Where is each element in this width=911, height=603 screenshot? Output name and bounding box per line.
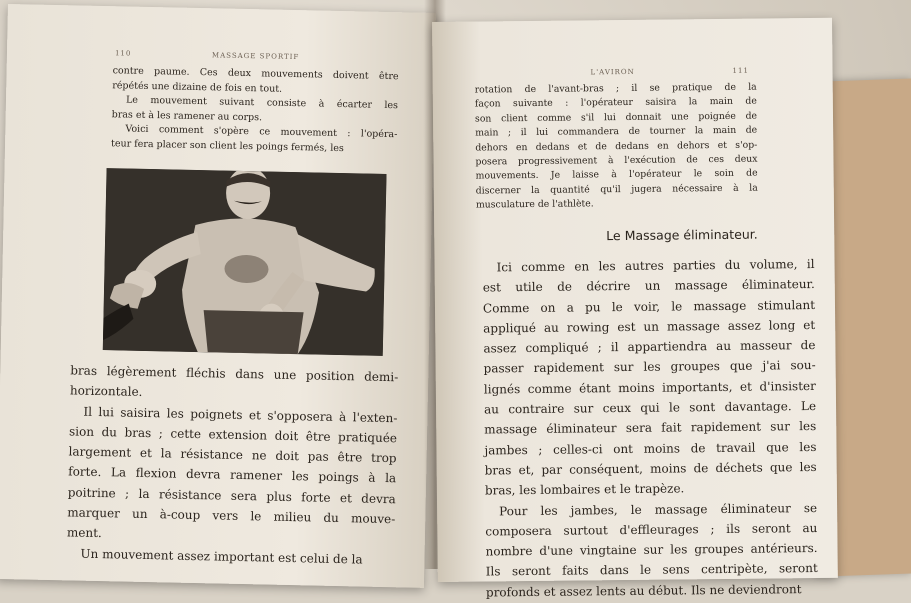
text-line: assez compliqué ; il appartiendra au masseur de [483,338,816,356]
text-line: bras et, par conséquent, moins de déchets que les [484,459,817,478]
text-line: Un mouvement assez important est celui de la [80,546,363,567]
text-line: bras et à les ramener au corps. [111,108,263,123]
athlete-illustration [103,168,387,356]
text-line: massage éliminateur sera fait rapidement sur les [484,419,817,437]
text-line: au contraire sur ceux qui le sont davantage. Le [483,399,817,417]
text-line: son client comme s'il lui donnait une poignée de [474,110,758,125]
text-line: Ils seront faits dans le sens centripète, seront [485,561,818,579]
text-line: Ici comme en les autres parties du volume, il [496,257,815,275]
right-running-head: L'AVIRON [590,67,635,77]
text-line: composera surtout d'effleurages ; ils seront au [485,520,818,539]
right-page [432,18,838,600]
text-line: appliqué au rowing est un massage assez long et [483,317,816,336]
text-line: Il lui saisira les poignets et s'opposera à l'exten- [83,404,398,425]
text-line: poitrine ; la résistance sera plus forte et devra [67,485,396,507]
section-heading: Le Massage éliminateur. [606,226,758,244]
right-top-text [475,81,758,214]
text-line: discerner la quantité qu'il jugera nécessaire à la [475,182,758,197]
text-line: Comme on a pu le voir, le massage stimulant [482,297,816,316]
text-line: ment. [66,525,102,541]
text-line: contre paume. Ces deux mouvements doivent être [112,65,399,83]
text-line: Pour les jambes, le massage éliminateur se [499,500,818,518]
text-line: largement et la résistance ne doit pas être trop [68,444,397,466]
text-line: jambes ; celles-ci ont moins de travail que les [484,439,817,458]
text-line: posera progressivement à l'exécution de ces deux [475,153,758,168]
left-bottom-text [66,360,398,570]
text-line: façon suivante : l'opérateur saisira la main de [474,96,757,110]
text-line: Le mouvement suivant consiste à écarter les [125,94,399,112]
text-line: passer rapidement sur les groupes que j'ai sou- [483,358,816,376]
right-body-text [482,254,818,603]
left-page [0,4,436,588]
text-line: profonds et assez lents au début. Ils ne deviendront [485,581,802,600]
text-line: mouvements. Je laisse à l'opérateur le soin de [475,168,758,182]
text-line: répétés une dizaine de fois en tout. [112,79,283,95]
text-line: sion du bras ; cette extension doit être pratiquée [68,424,398,446]
text-line: lignés comme étant moins importants, et d'insister [483,378,816,397]
text-line: rotation de l'avant-bras ; il se pratique de la [474,81,757,96]
text-line: Voici comment s'opère ce mouvement : l'opéra- [125,123,398,141]
text-line: forte. La flexion devra ramener les poings à la [68,464,397,486]
left-running-head: MASSAGE SPORTIF [211,51,300,62]
text-line: bras légèrement fléchis dans une position demi- [70,363,399,385]
right-page-number: 111 [732,66,749,75]
text-line: horizontale. [69,383,143,400]
text-line: bras, les lombaires et le trapèze. [484,481,685,498]
text-line: main ; il lui commandera de tourner la main de [475,124,758,139]
left-page-number: 110 [114,49,132,58]
text-line: teur fera placer son client les poings fermés, les [110,137,344,154]
text-line: nombre d'une vingtaine sur les groupes antérieurs. [485,541,818,559]
text-line: marquer un à-coup vers le milieu du mouve- [67,505,396,527]
left-top-text [111,64,399,157]
athlete-photo [103,168,387,356]
text-line: dehors en dedans et de dedans en dehors et s'op- [475,139,758,154]
text-line: est utile de décrire un massage éliminateur. [482,277,815,295]
text-line: musculature de l'athlète. [475,198,594,211]
